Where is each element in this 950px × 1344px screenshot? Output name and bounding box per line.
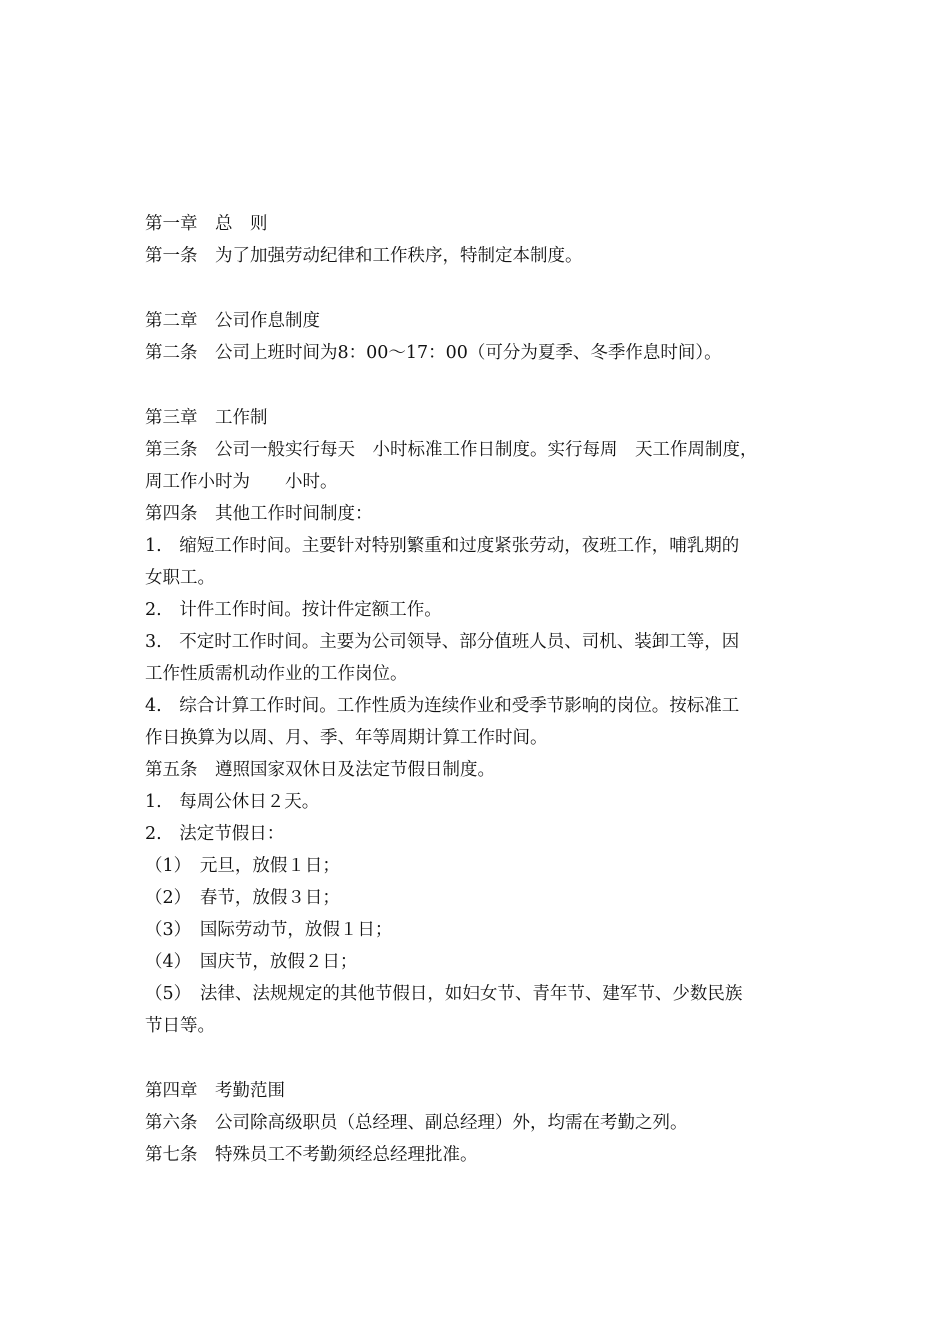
article-7: 第七条 特殊员工不考勤须经总经理批准。 <box>145 1145 478 1165</box>
section-gap <box>145 272 810 305</box>
article-5-item-2: 2. 法定节假日： <box>145 824 285 844</box>
section-gap <box>145 369 810 402</box>
article-4-item-4-line-1: 4. 综合计算工作时间。工作性质为连续作业和受季节影响的岗位。按标准工 <box>145 696 740 716</box>
chapter-4-heading: 第四章 考勤范围 <box>145 1081 285 1101</box>
article-4-item-2: 2. 计件工作时间。按计件定额工作。 <box>145 600 442 620</box>
article-6: 第六条 公司除高级职员（总经理、副总经理）外，均需在考勤之列。 <box>145 1113 688 1133</box>
article-2: 第二条 公司上班时间为8：00～17：00（可分为夏季、冬季作息时间）。 <box>145 343 722 363</box>
chapter-3-heading: 第三章 工作制 <box>145 408 268 428</box>
article-4-item-3-line-1: 3. 不定时工作时间。主要为公司领导、部分值班人员、司机、装卸工等，因 <box>145 632 740 652</box>
section-gap <box>145 1042 810 1075</box>
holiday-item-2: （2） 春节，放假３日； <box>145 888 340 908</box>
holiday-item-1: （1） 元旦，放假１日； <box>145 856 340 876</box>
article-4-item-3-line-2: 工作性质需机动作业的工作岗位。 <box>145 664 408 684</box>
chapter-1-heading: 第一章 总 则 <box>145 214 268 234</box>
document-body <box>145 208 810 1171</box>
article-3-line-1: 第三条 公司一般实行每天 小时标准工作日制度。实行每周 天工作周制度， <box>145 440 758 460</box>
article-4-item-1-line-1: 1. 缩短工作时间。主要针对特别繁重和过度紧张劳动，夜班工作，哺乳期的 <box>145 536 740 556</box>
article-4-item-4-line-2: 作日换算为以周、月、季、年等周期计算工作时间。 <box>145 728 548 748</box>
article-1: 第一条 为了加强劳动纪律和工作秩序，特制定本制度。 <box>145 246 583 266</box>
chapter-2-heading: 第二章 公司作息制度 <box>145 311 320 331</box>
article-4: 第四条 其他工作时间制度： <box>145 504 373 524</box>
article-4-item-1-line-2: 女职工。 <box>145 568 215 588</box>
holiday-item-5-line-2: 节日等。 <box>145 1016 215 1036</box>
holiday-item-3: （3） 国际劳动节，放假１日； <box>145 920 393 940</box>
holiday-item-5-line-1: （5） 法律、法规规定的其他节假日，如妇女节、青年节、建军节、少数民族 <box>145 984 743 1004</box>
holiday-item-4: （4） 国庆节，放假２日； <box>145 952 358 972</box>
article-3-line-2: 周工作小时为 小时。 <box>145 472 338 492</box>
article-5-item-1: 1. 每周公休日２天。 <box>145 792 320 812</box>
article-5: 第五条 遵照国家双休日及法定节假日制度。 <box>145 760 495 780</box>
